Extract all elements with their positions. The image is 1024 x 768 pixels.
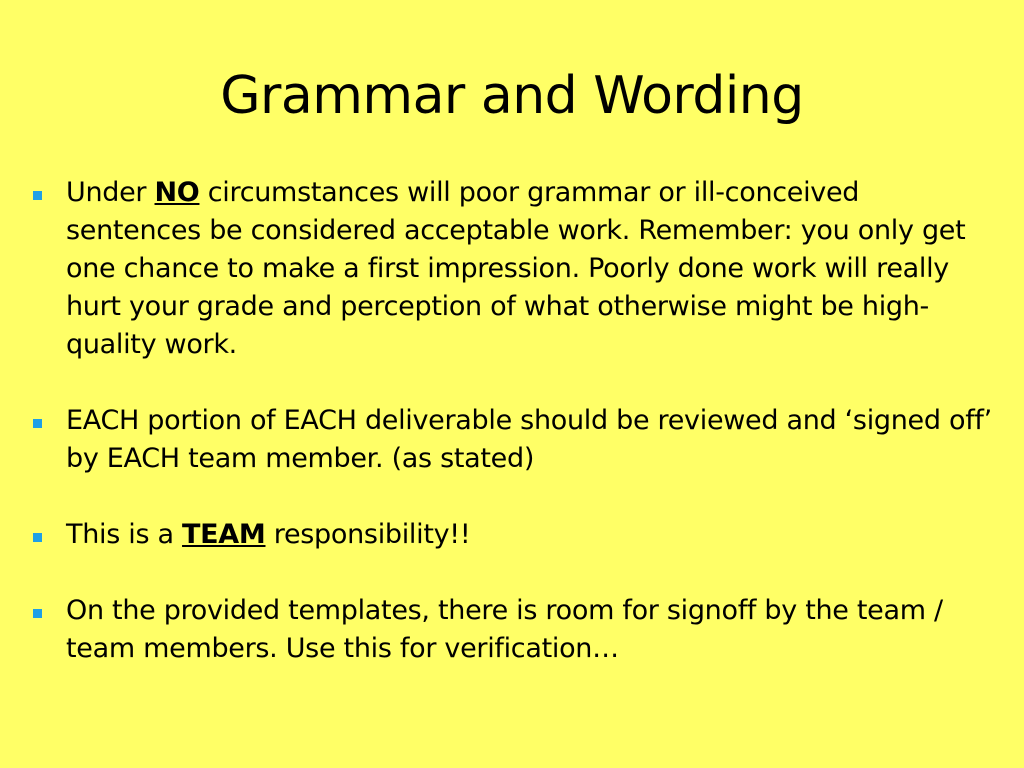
bullet-item-grammar	[30, 174, 995, 364]
bullet-text-after: responsibility!!	[265, 519, 471, 550]
bullet-item-team	[30, 516, 995, 554]
bullet-item-templates	[30, 592, 995, 668]
slide-title: Grammar and Wording	[220, 66, 804, 126]
square-bullet-icon	[33, 533, 42, 542]
bullet-text-after: circumstances will poor grammar or ill-conceived sentences be considered acceptable work. Remember: you only get one chance to make a first impression. Poorly done work will really hurt your grade and perception of what otherwise might be high-quality work.	[66, 177, 966, 360]
bullet-text: On the provided templates, there is room for signoff by the team / team members. Use this for verification…	[66, 595, 943, 664]
emphasis-team: TEAM	[182, 519, 266, 550]
square-bullet-icon	[33, 609, 42, 618]
bullet-item-review	[30, 402, 995, 478]
bullet-text-before: This is a	[66, 519, 183, 550]
square-bullet-icon	[33, 419, 42, 428]
bullet-list	[30, 174, 995, 706]
square-bullet-icon	[33, 191, 42, 200]
bullet-text: EACH portion of EACH deliverable should be reviewed and ‘signed off’ by EACH team member. (as stated)	[66, 405, 992, 474]
emphasis-no: NO	[154, 177, 200, 208]
bullet-text-before: Under	[66, 177, 155, 208]
